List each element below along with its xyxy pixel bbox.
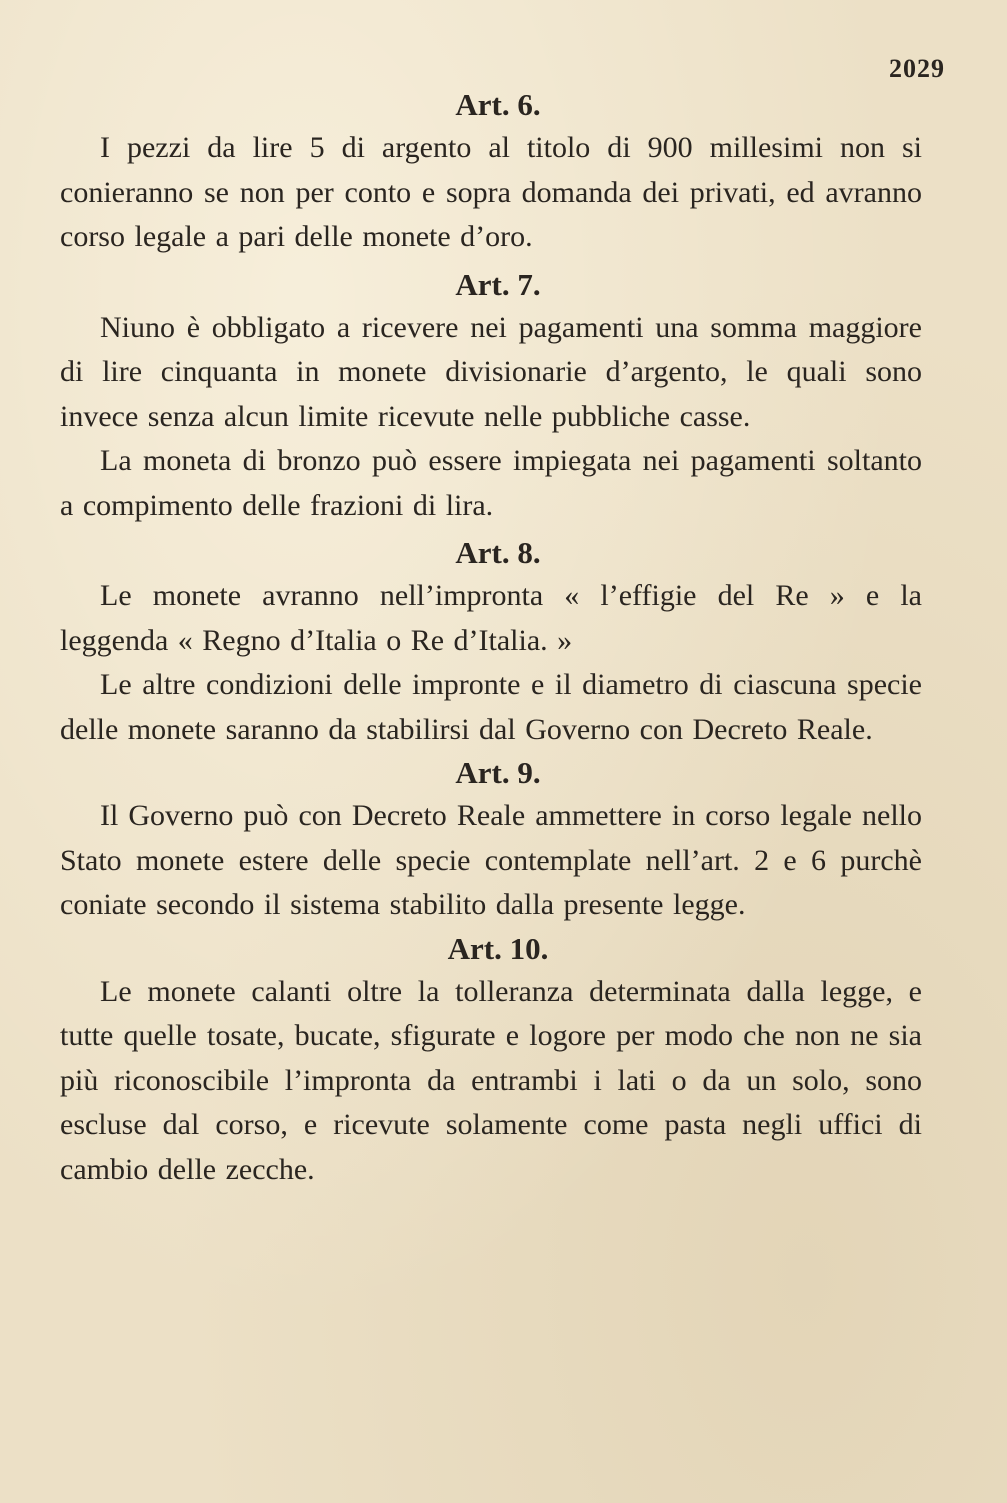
article-6 [60, 84, 922, 260]
article-heading: Art. 8. [455, 535, 541, 570]
article-heading: Art. 10. [447, 930, 549, 966]
page-number: 2029 [889, 54, 945, 83]
article-heading: Art. 9. [455, 755, 541, 790]
article-8 [60, 532, 922, 752]
article-7 [60, 264, 922, 529]
article-heading: Art. 6. [455, 87, 541, 122]
article-10 [60, 928, 922, 1193]
article-paragraph: La moneta di bronzo può essere impiegata nei pagamenti soltanto a compimento delle frazioni di lira. [60, 444, 922, 522]
article-paragraph: Le monete calanti oltre la tolleranza determinata dalla legge, e tutte quelle tosate, bucate, sfigurate e logore per modo che non ne sia più riconoscibile l’impronta da entrambi i lati o da un solo, sono escluse dal corso, e ricevute solamente come pasta negli uffici di cambio delle zecche. [60, 974, 922, 1186]
page-body [60, 84, 922, 1192]
article-paragraph: Le altre condizioni delle impronte e il diametro di ciascuna specie delle monete saranno da stabilirsi dal Governo con Decreto Reale. [60, 668, 922, 746]
article-paragraph: I pezzi da lire 5 di argento al titolo di 900 millesimi non si conieranno se non per conto e sopra domanda dei privati, ed avranno corso legale a pari delle monete d’oro. [60, 131, 922, 253]
article-paragraph: Il Governo può con Decreto Reale ammettere in corso legale nello Stato monete estere delle specie contemplate nell’art. 2 e 6 purchè coniate secondo il sistema stabilito dalla presente legge. [60, 799, 922, 921]
article-paragraph: Le monete avranno nell’impronta « l’effigie del Re » e la leggenda « Regno d’Italia o Re d’Italia. » [60, 579, 922, 657]
article-heading: Art. 7. [455, 266, 541, 302]
article-paragraph: Niuno è obbligato a ricevere nei pagamenti una somma maggiore di lire cinquanta in monete divisionarie d’argento, le quali sono invece senza alcun limite ricevute nelle pubbliche casse. [60, 310, 922, 433]
article-9 [60, 752, 922, 928]
